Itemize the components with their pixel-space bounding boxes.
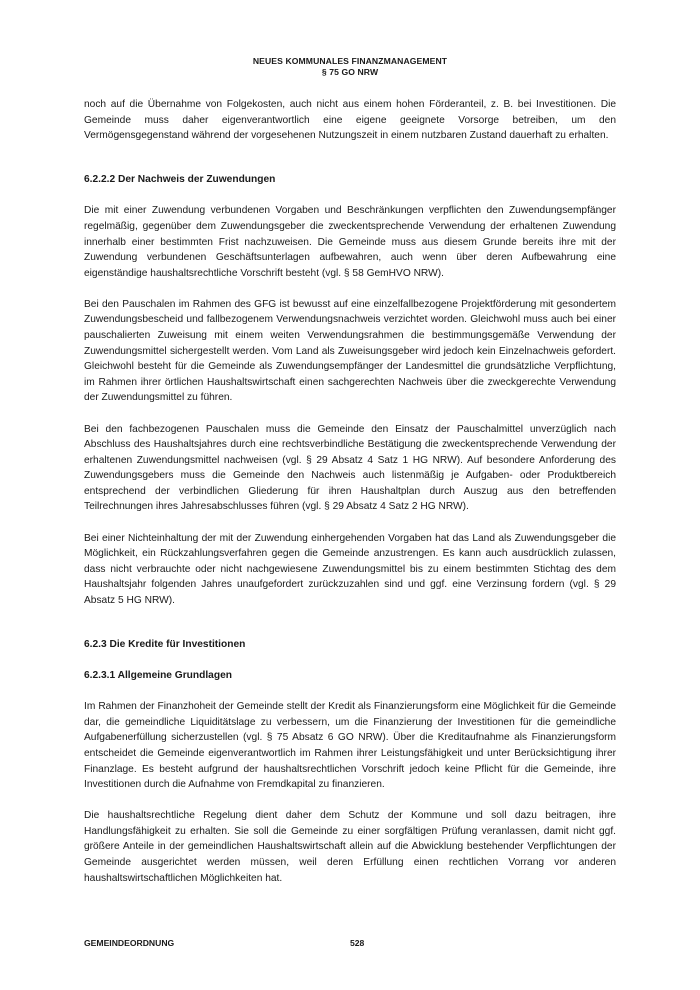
section-heading-6231: 6.2.3.1 Allgemeine Grundlagen <box>84 670 232 682</box>
page-header <box>0 56 700 78</box>
footer-label: GEMEINDEORDNUNG <box>84 938 175 948</box>
paragraph: Bei einer Nichteinhaltung der mit der Zuwendung einhergehenden Vorgaben hat das Land als Zuwendungsgeber die Möglichkeit, ein Rückzahlungsverfahren gegen die Gemeinde anzustrengen. Es kann auch ausdrücklich zulassen, dass nicht verbrauchte oder nicht nachgewiesene Zuwendungsmittel bis zu einem bestimmten Stichtag des dem Haushaltsjahr folgenden Jahres unaufgefordert zurückzuzahlen sind und ggf. eine Verzinsung fordern (vgl. § 29 Absatz 5 HG NRW). <box>84 532 616 606</box>
header-subtitle: § 75 GO NRW <box>321 67 379 77</box>
document-body <box>84 97 616 902</box>
page-number: 528 <box>350 938 365 948</box>
paragraph: Die haushaltsrechtliche Regelung dient daher dem Schutz der Kommune und soll dazu beitragen, ihre Handlungsfähigkeit zu erhalten. Sie soll die Gemeinde zu einer sorgfältigen Prüfung veranlassen, damit nicht ggf. größere Anteile in der gemeindlichen Haushaltswirtschaft allein auf die Abwicklung bestehender Verpflichtungen der Gemeinde ausgerichtet werden müssen, weil deren Erfüllung einen rechtlichen Vorrang vor anderen haushaltswirtschaftlichen Möglichkeiten hat. <box>84 810 616 884</box>
paragraph: Im Rahmen der Finanzhoheit der Gemeinde stellt der Kredit als Finanzierungsform eine Möglichkeit für die Gemeinde dar, die gemeindliche Liquiditätslage zu verbessern, um die Finanzierung der Investitionen für die gemeindliche Aufgabenerfüllung sicherzustellen (vgl. § 75 Absatz 6 GO NRW). Über die Kreditaufnahme als Finanzierungsform entscheidet die Gemeinde eigenverantwortlich im Rahmen ihrer Leistungsfähigkeit und unter Berücksichtigung ihrer Finanzlage. Es besteht aufgrund der haushaltsrechtlichen Vorschrift jedoch keine Pflicht für die Gemeinde, ihre Investitionen durch die Aufnahme von Fremdkapital zu finanzieren. <box>84 701 616 791</box>
header-title: NEUES KOMMUNALES FINANZMANAGEMENT <box>252 56 448 66</box>
section-heading-6222: 6.2.2.2 Der Nachweis der Zuwendungen <box>84 174 276 186</box>
paragraph: Die mit einer Zuwendung verbundenen Vorgaben und Beschränkungen verpflichten den Zuwendungsempfänger regelmäßig, gegenüber dem Zuwendungsgeber die zweckentsprechende Verwendung der erhaltenen Zuwendung innerhalb einer bestimmten Frist nachzuweisen. Die Gemeinde muss aus diesem Grunde bereits ihre mit der Zuwendung verbundenen Geschäftsunterlagen aufbewahren, auch wenn über deren Aufbewahrung eine eigenständige haushaltsrechtliche Vorschrift besteht (vgl. § 58 GemHVO NRW). <box>84 205 616 279</box>
paragraph: Bei den fachbezogenen Pauschalen muss die Gemeinde den Einsatz der Pauschalmittel unverzüglich nach Abschluss des Haushaltsjahres durch eine rechtsverbindliche Bestätigung die zweckentsprechende Verwendung der erhaltenen Zuwendungsmittel nachweisen (vgl. § 29 Absatz 4 Satz 1 HG NRW). Auf besondere Anforderung des Zuwendungsgebers muss die Gemeinde den Nachweis auch listenmäßig je Aufgaben- oder Produktbereich entsprechend der verbindlichen Gliederung für ihren Haushaltplan durch Auszug aus den betreffenden Teilrechnungen ihres Jahresabschlusses führen (vgl. § 29 Absatz 4 Satz 2 HG NRW). <box>84 423 616 513</box>
paragraph: Bei den Pauschalen im Rahmen des GFG ist bewusst auf eine einzelfallbezogene Projektförderung mit gesondertem Zuwendungsbescheid und fallbezogenem Verwendungsnachweis verzichtet worden. Gleichwohl muss auch bei einer pauschalierten Zuweisung mit einem weiten Verwendungsrahmen die bestimmungsgemäße Verwendung der Zuwendungsmittel sichergestellt werden. Vom Land als Zuweisungsgeber wird jedoch kein Einzelnachweis gefordert. Gleichwohl besteht für die Gemeinde als Zuwendungsempfänger der Landesmittel die grundsätzliche Verpflichtung, im Rahmen ihrer örtlichen Haushaltswirtschaft einen sachgerechten Nachweis über die zweckgerechte Verwendung der Zuwendungsmittel zu führen. <box>84 298 616 404</box>
intro-paragraph: noch auf die Übernahme von Folgekosten, auch nicht aus einem hohen Förderanteil, z. B. bei Investitionen. Die Gemeinde muss daher eigenverantwortlich eine eigene geeignete Vorsorge betreiben, um den Vermögensgegenstand während der vorgesehenen Nutzungszeit in einem nutzbaren Zustand dauerhaft zu erhalten. <box>84 99 616 142</box>
section-heading-623: 6.2.3 Die Kredite für Investitionen <box>84 639 246 651</box>
